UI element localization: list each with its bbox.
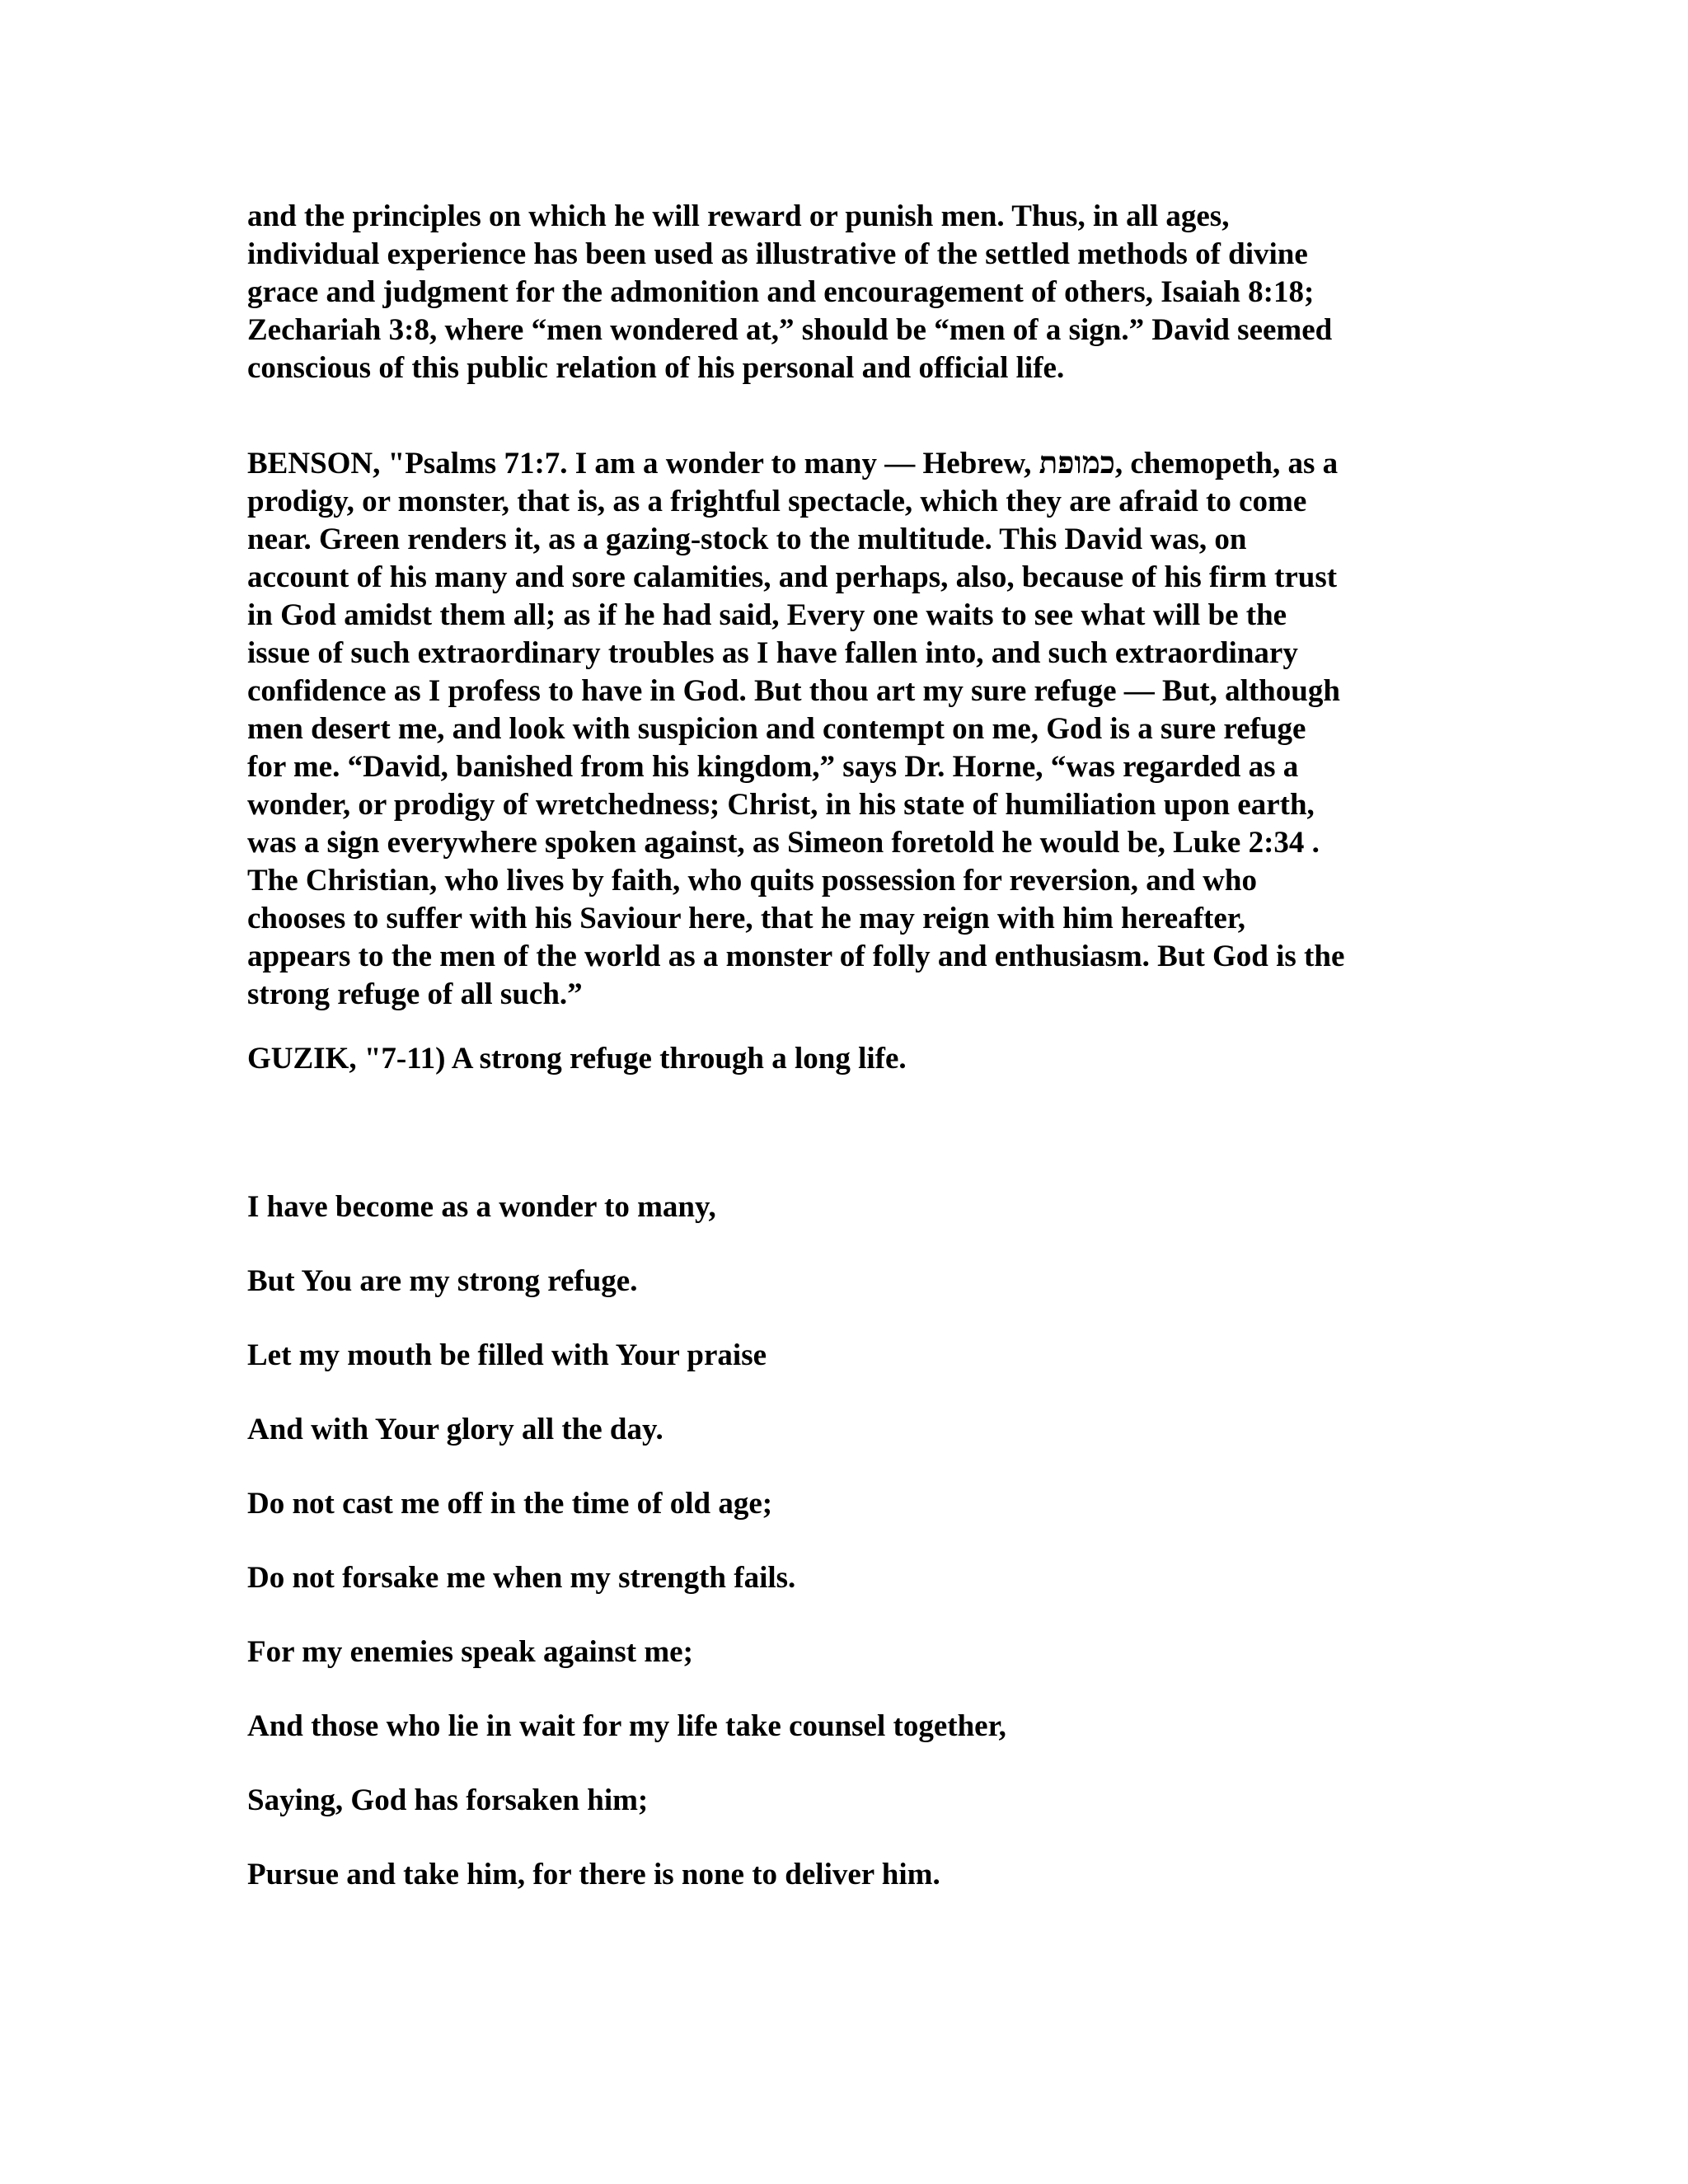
benson-line: BENSON, "Psalms 71:7. I am a wonder to many — Hebrew, כמופת, chemopeth, as a [247,447,1339,480]
verse-line: Do not cast me off in the time of old age; [247,1487,773,1521]
paragraph-line: individual experience has been used as illustrative of the settled methods of divine [247,237,1308,271]
benson-line: account of his many and sore calamities, and perhaps, also, because of his firm trust [247,560,1338,594]
benson-line: confidence as I profess to have in God. But thou art my sure refuge — But, although [247,674,1340,708]
benson-commentary [247,445,1442,1014]
benson-line: for me. “David, banished from his kingdom,” says Dr. Horne, “was regarded as a [247,750,1299,784]
verse-line: And those who lie in wait for my life take counsel together, [247,1709,1006,1743]
paragraph-line: and the principles on which he will reward or punish men. Thus, in all ages, [247,199,1230,233]
benson-line: wonder, or prodigy of wretchedness; Christ, in his state of humiliation upon earth, [247,788,1315,822]
benson-line: was a sign everywhere spoken against, as Simeon foretold he would be, Luke 2:34 . [247,826,1320,860]
benson-line: The Christian, who lives by faith, who quits possession for reversion, and who [247,864,1257,898]
commentary-paragraph [247,198,1442,387]
verse-line: Do not forsake me when my strength fails. [247,1561,796,1595]
benson-line: near. Green renders it, as a gazing-stock to the multitude. This David was, on [247,523,1247,556]
verse-line: And with Your glory all the day. [247,1413,663,1446]
benson-line: in God amidst them all; as if he had said, Every one waits to see what will be the [247,598,1287,632]
verse-line: Pursue and take him, for there is none to deliver him. [247,1858,940,1891]
paragraph-line: conscious of this public relation of his personal and official life. [247,351,1065,385]
verse-line: For my enemies speak against me; [247,1635,693,1669]
benson-line: chooses to suffer with his Saviour here, that he may reign with him hereafter, [247,902,1246,935]
verse-line: Saying, God has forsaken him; [247,1783,649,1817]
guzik-heading [247,1040,1442,1078]
benson-line: issue of such extraordinary troubles as I have fallen into, and such extraordinary [247,636,1298,670]
benson-line: strong refuge of all such.” [247,977,583,1011]
benson-line: prodigy, or monster, that is, as a frightful spectacle, which they are afraid to come [247,485,1307,518]
verse-line: But You are my strong refuge. [247,1264,638,1298]
benson-line: appears to the men of the world as a monster of folly and enthusiasm. But God is the [247,940,1345,973]
verse-line: I have become as a wonder to many, [247,1190,716,1224]
guzik-heading-text: GUZIK, "7-11) A strong refuge through a long life. [247,1042,907,1076]
verse-line: Let my mouth be filled with Your praise [247,1338,767,1372]
paragraph-line: Zechariah 3:8, where “men wondered at,” should be “men of a sign.” David seemed [247,313,1333,347]
paragraph-line: grace and judgment for the admonition and encouragement of others, Isaiah 8:18; [247,275,1315,309]
benson-line: men desert me, and look with suspicion and contempt on me, God is a sure refuge [247,712,1306,746]
